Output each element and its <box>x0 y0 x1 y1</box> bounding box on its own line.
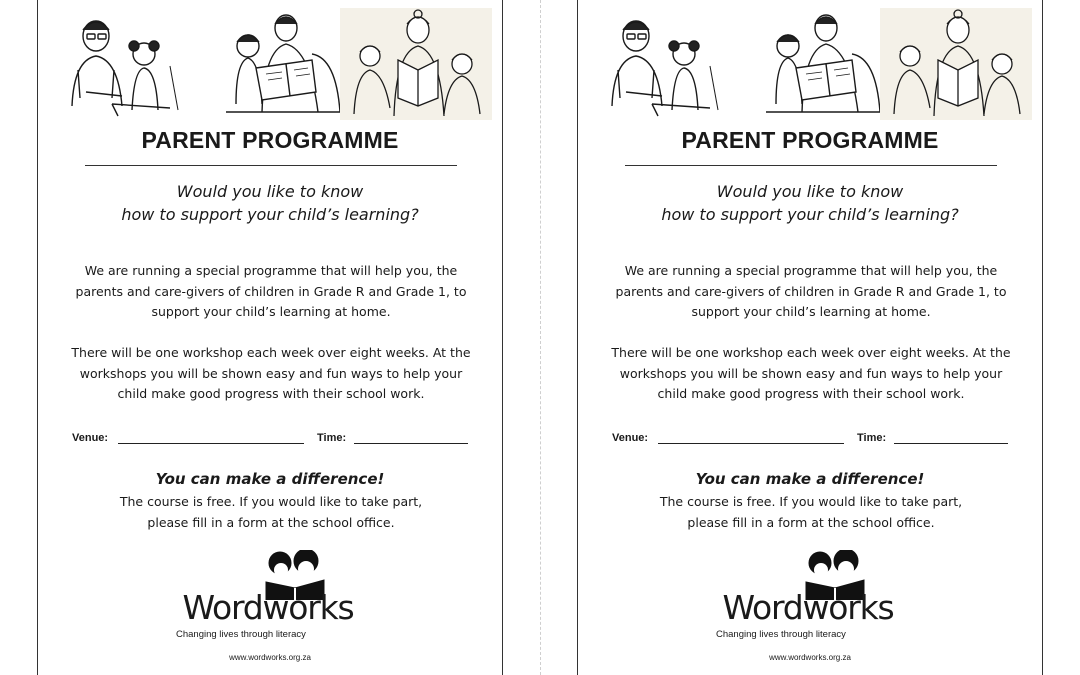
question-heading <box>38 180 502 226</box>
venue-label: Venue: <box>72 432 109 444</box>
illustration-father-daughter <box>592 8 724 118</box>
signup-instructions <box>598 492 1024 533</box>
call-to-action: You can make a difference! <box>155 470 385 488</box>
text-line: There will be one workshop each week over eight weeks. At the <box>71 345 471 360</box>
time-label: Time: <box>857 432 887 444</box>
illustration-row <box>52 8 492 123</box>
illustration-father-daughter <box>52 8 184 118</box>
title-divider <box>625 165 997 166</box>
flyer-title: PARENT PROGRAMME <box>681 127 939 153</box>
programme-description <box>598 261 1024 323</box>
time-fill-line[interactable] <box>894 443 1008 444</box>
text-line: The course is free. If you would like to take part, <box>659 494 963 509</box>
wordworks-tagline: Changing lives through literacy <box>176 629 306 640</box>
question-line: how to support your child’s learning? <box>121 205 419 224</box>
text-line: We are running a special programme that will help you, the <box>624 263 998 278</box>
workshop-description <box>598 343 1024 405</box>
illustration-mother-reading <box>212 8 352 120</box>
venue-label: Venue: <box>612 432 649 444</box>
text-line: The course is free. If you would like to take part, <box>119 494 423 509</box>
question-heading <box>578 180 1042 226</box>
text-line: workshops you will be shown easy and fun ways to help your <box>79 365 463 381</box>
flyer-right <box>577 0 1043 675</box>
text-line: We are running a special programme that will help you, the <box>84 263 458 278</box>
wordworks-logo-text: Wordworks <box>722 588 894 627</box>
text-line: child make good progress with their school work. <box>117 386 425 401</box>
venue-fill-line[interactable] <box>118 443 304 444</box>
question-line: Would you like to know <box>716 182 904 201</box>
time-fill-line[interactable] <box>354 443 468 444</box>
text-line: parents and care-givers of children in Grade R and Grade 1, to <box>615 283 1007 299</box>
illustration-grandmother-reading <box>880 8 1032 120</box>
signup-instructions <box>58 492 484 533</box>
text-line: workshops you will be shown easy and fun ways to help your <box>619 365 1003 381</box>
illustration-grandmother-reading <box>340 8 492 120</box>
text-line: child make good progress with their school work. <box>657 386 965 401</box>
time-label: Time: <box>317 432 347 444</box>
text-line: There will be one workshop each week over eight weeks. At the <box>611 345 1011 360</box>
website-link[interactable]: www.wordworks.org.za <box>769 653 851 662</box>
illustration-mother-reading <box>752 8 892 120</box>
flyer-title: PARENT PROGRAMME <box>141 127 399 153</box>
flyer-left <box>37 0 503 675</box>
cut-guide-line <box>540 0 541 675</box>
question-line: how to support your child’s learning? <box>661 205 959 224</box>
text-line: please fill in a form at the school office. <box>687 514 935 530</box>
programme-description <box>58 261 484 323</box>
venue-fill-line[interactable] <box>658 443 844 444</box>
text-line: parents and care-givers of children in Grade R and Grade 1, to <box>75 283 467 299</box>
text-line: support your child’s learning at home. <box>691 304 931 319</box>
question-line: Would you like to know <box>176 182 364 201</box>
text-line: please fill in a form at the school office. <box>147 514 395 530</box>
title-divider <box>85 165 457 166</box>
text-line: support your child’s learning at home. <box>151 304 391 319</box>
website-link[interactable]: www.wordworks.org.za <box>229 653 311 662</box>
wordworks-logo-text: Wordworks <box>182 588 354 627</box>
workshop-description <box>58 343 484 405</box>
wordworks-tagline: Changing lives through literacy <box>716 629 846 640</box>
illustration-row <box>592 8 1032 123</box>
call-to-action: You can make a difference! <box>695 470 925 488</box>
